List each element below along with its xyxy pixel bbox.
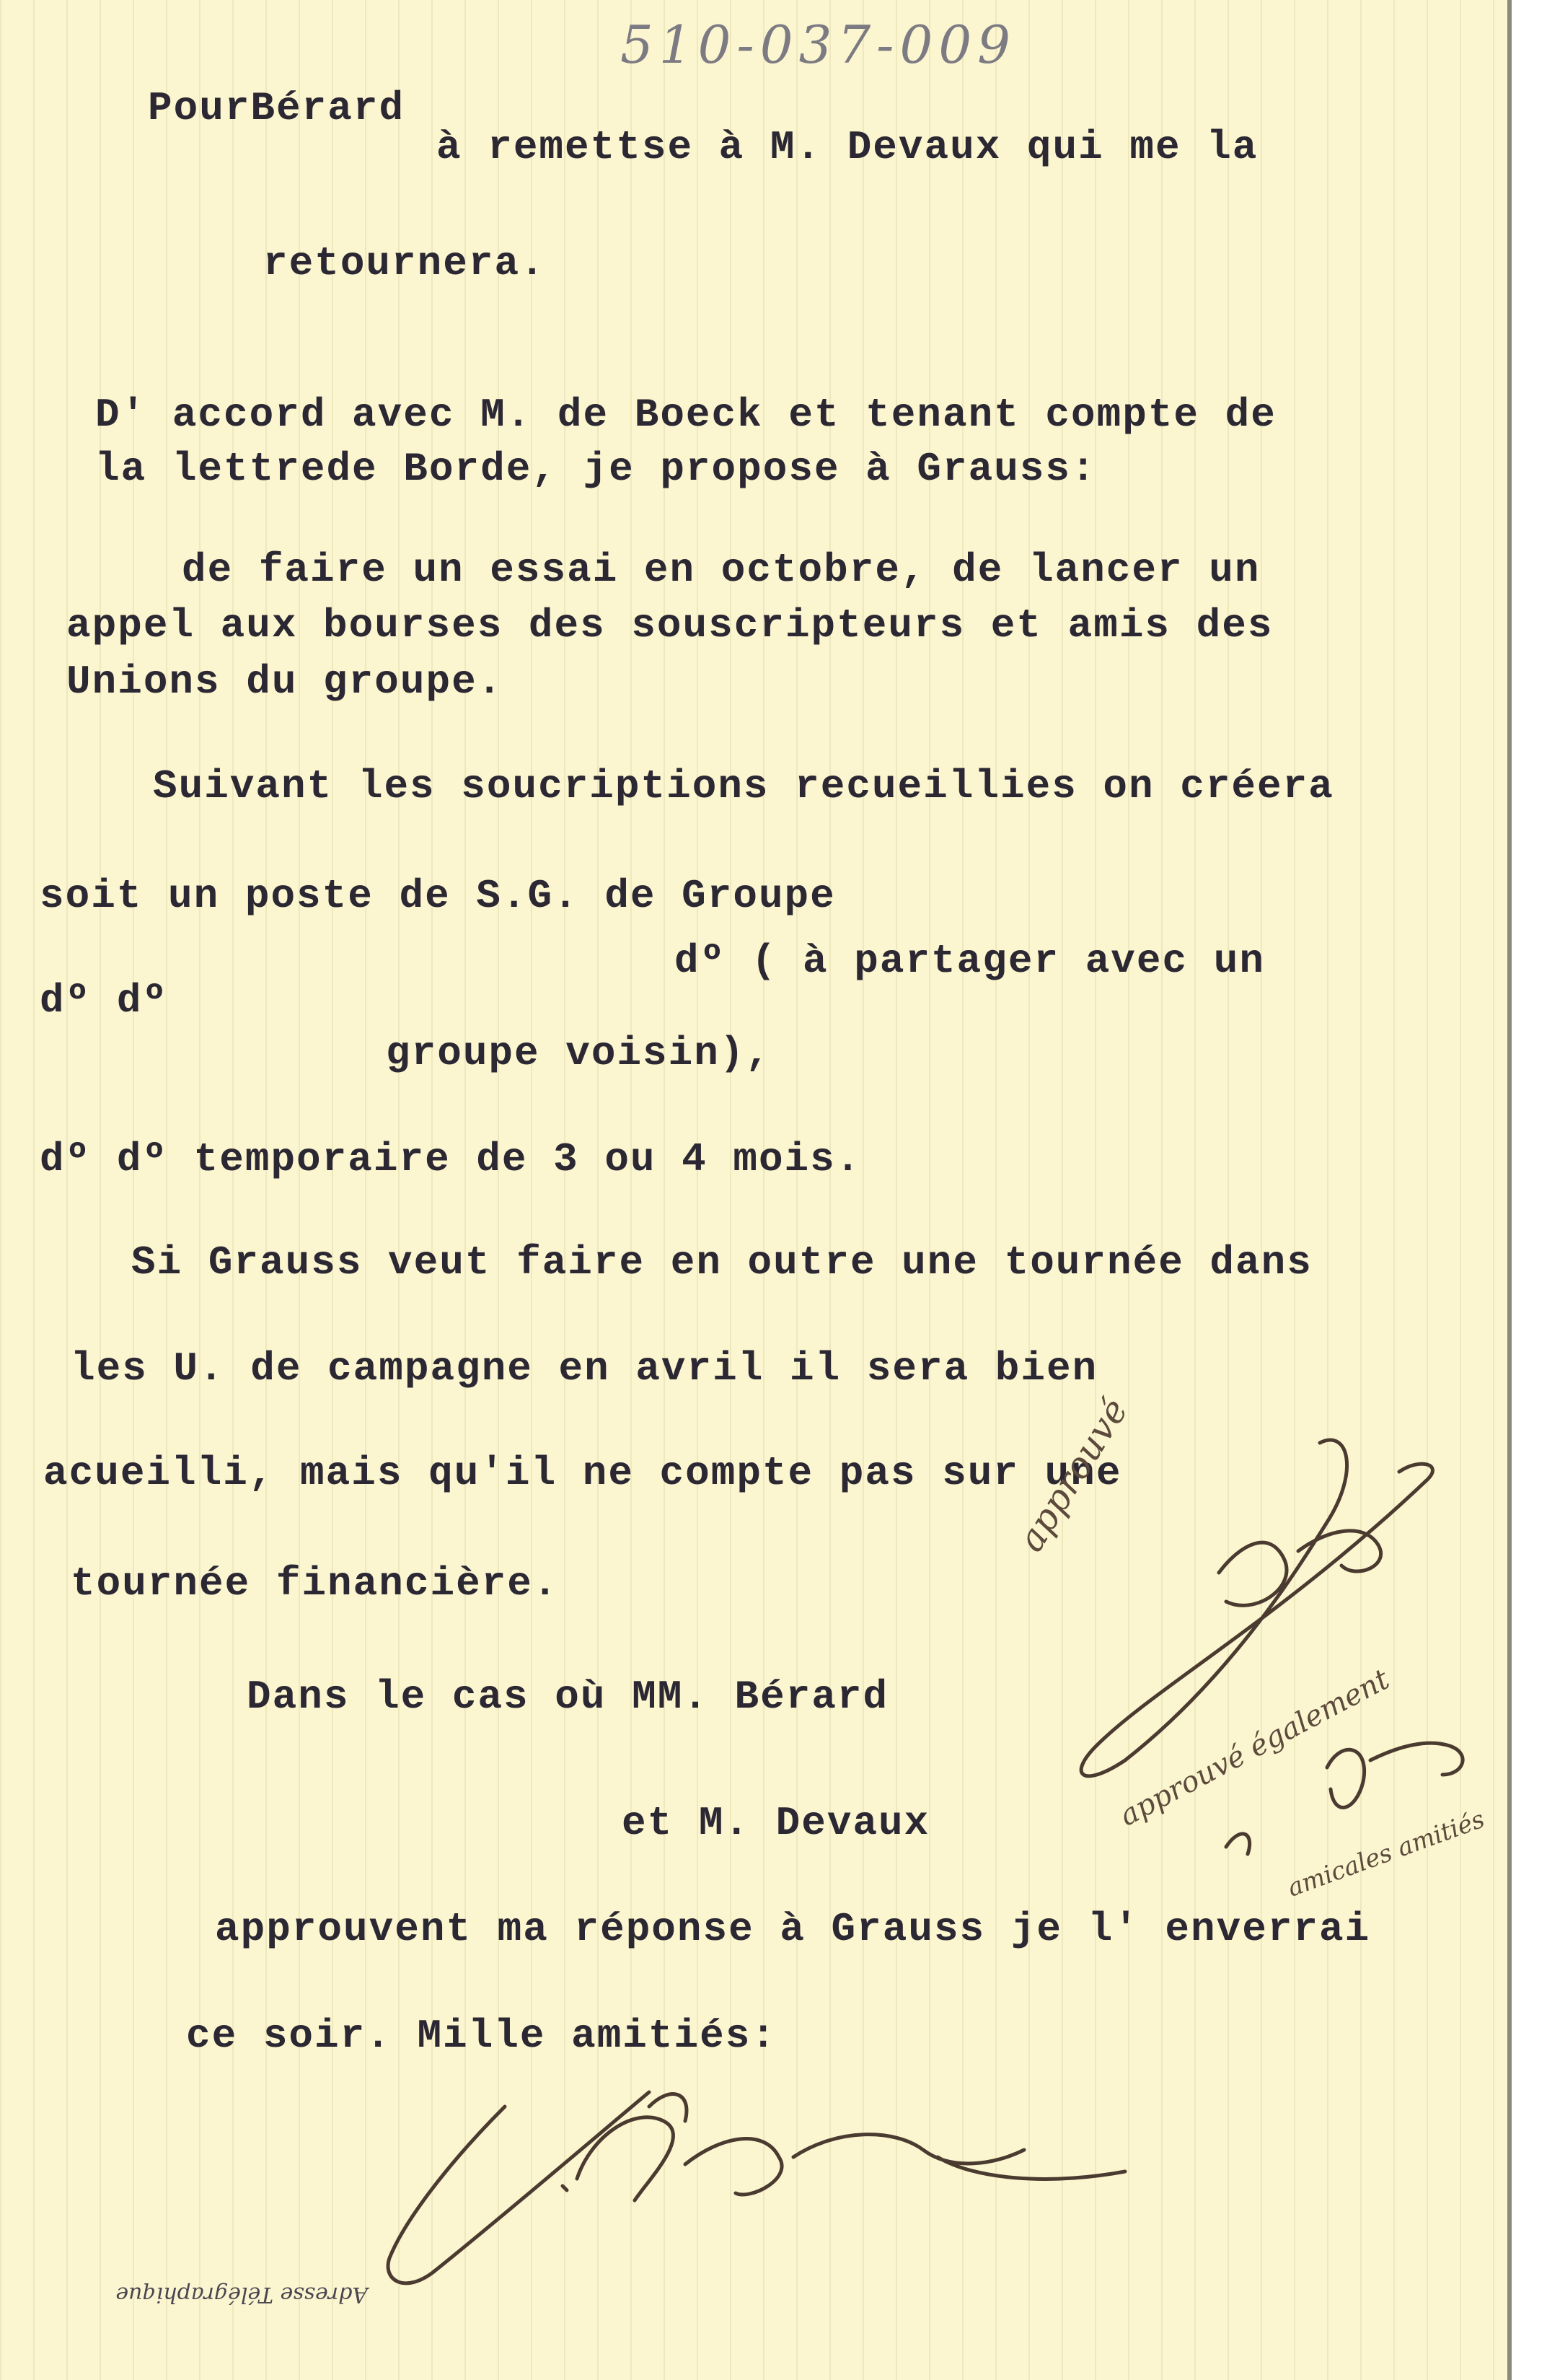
text-line: ce soir. Mille amitiés: <box>186 2013 777 2059</box>
text-line: retournera. <box>263 240 546 286</box>
text-line: Unions du groupe. <box>66 659 503 705</box>
telegraphic-address: Adresse Télégraphique <box>115 2282 368 2307</box>
text-line: les U. de campagne en avril il sera bien <box>71 1345 1098 1392</box>
page-edge <box>1507 0 1547 2380</box>
text-line: tournée financière. <box>71 1560 559 1607</box>
devaux-signature <box>1226 1743 1463 1854</box>
text-line: appel aux bourses des souscripteurs et amis des <box>66 602 1274 649</box>
text-line: Si Grauss veut faire en outre une tournée dans <box>131 1239 1313 1286</box>
text-line: à remettse à M. Devaux qui me la <box>436 124 1259 170</box>
text-line: dº dº temporaire de 3 ou 4 mois. <box>40 1136 862 1182</box>
text-line: et M. Devaux <box>622 1800 930 1846</box>
text-line: soit un poste de S.G. de Groupe <box>40 873 836 919</box>
text-line: D' accord avec M. de Boeck et tenant compte de <box>95 392 1277 438</box>
text-line: Dans le cas où MM. Bérard <box>247 1674 889 1720</box>
approval-note-1: approuvé <box>1010 1391 1137 1559</box>
berard-signature <box>1081 1440 1432 1776</box>
text-line: groupe voisin), <box>386 1030 772 1076</box>
text-line: dº dº <box>40 978 169 1024</box>
text-line: la lettrede Borde, je propose à Grauss: <box>95 446 1097 492</box>
text-line: approuvent ma réponse à Grauss je l' enverrai <box>215 1906 1371 1952</box>
text-line: de faire un essai en octobre, de lancer un <box>182 547 1261 593</box>
addressee: PourBérard <box>148 85 405 131</box>
reference-number: 510-037-009 <box>620 14 1016 75</box>
text-line: acueilli, mais qu'il ne compte pas sur une <box>43 1450 1122 1496</box>
text-line: dº ( à partager avec un <box>674 938 1265 984</box>
closing-signature-dot <box>563 2186 567 2190</box>
text-line: Suivant les soucriptions recueillies on créera <box>153 763 1334 809</box>
approval-note-2: approuvé également <box>1114 1662 1395 1833</box>
footer-rotated-address <box>50 2264 368 2307</box>
closing-signature <box>388 2092 1125 2283</box>
regards-note: amicales amitiés <box>1284 1804 1489 1903</box>
